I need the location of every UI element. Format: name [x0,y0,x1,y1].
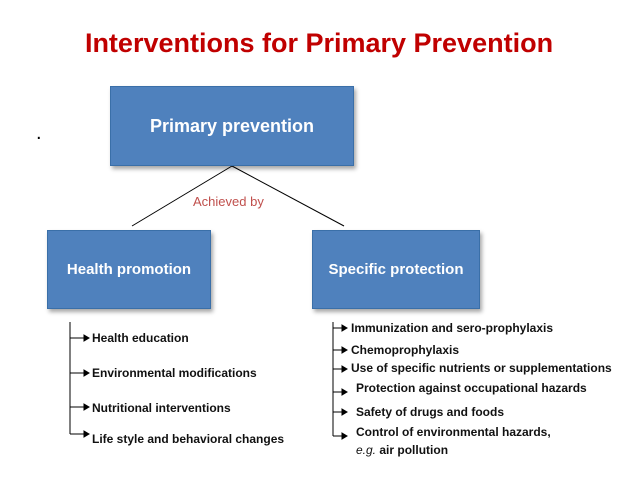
health-promotion-box [47,230,211,309]
specific-item: Use of specific nutrients or supplementations [351,361,612,375]
continuation-text: air pollution [379,443,449,457]
eg-abbrev: e.g. [356,443,377,457]
achieved-by-label: Achieved by [193,194,264,209]
specific-bracket [333,322,347,439]
page-title: Interventions for Primary Prevention [84,28,554,58]
specific-item: Immunization and sero-prophylaxis [351,321,554,335]
health-bracket [70,322,89,437]
specific-protection-label: Specific protection [328,261,464,278]
bullet-marker: . [36,122,42,144]
health-promotion-label: Health promotion [66,261,192,278]
primary-prevention-box [110,86,354,166]
specific-item: Chemoprophylaxis [351,343,460,357]
specific-item: Control of environmental hazards, [356,425,551,439]
primary-prevention-label: Primary prevention [149,115,315,136]
health-item: Life style and behavioral changes [92,432,285,446]
specific-item: Protection against occupational hazards [356,381,587,395]
specific-item-continuation [356,443,448,457]
health-item: Nutritional interventions [92,401,231,415]
specific-item: Safety of drugs and foods [356,405,505,419]
specific-protection-box [312,230,480,309]
health-item: Environmental modifications [92,366,257,380]
health-item: Health education [92,331,189,345]
